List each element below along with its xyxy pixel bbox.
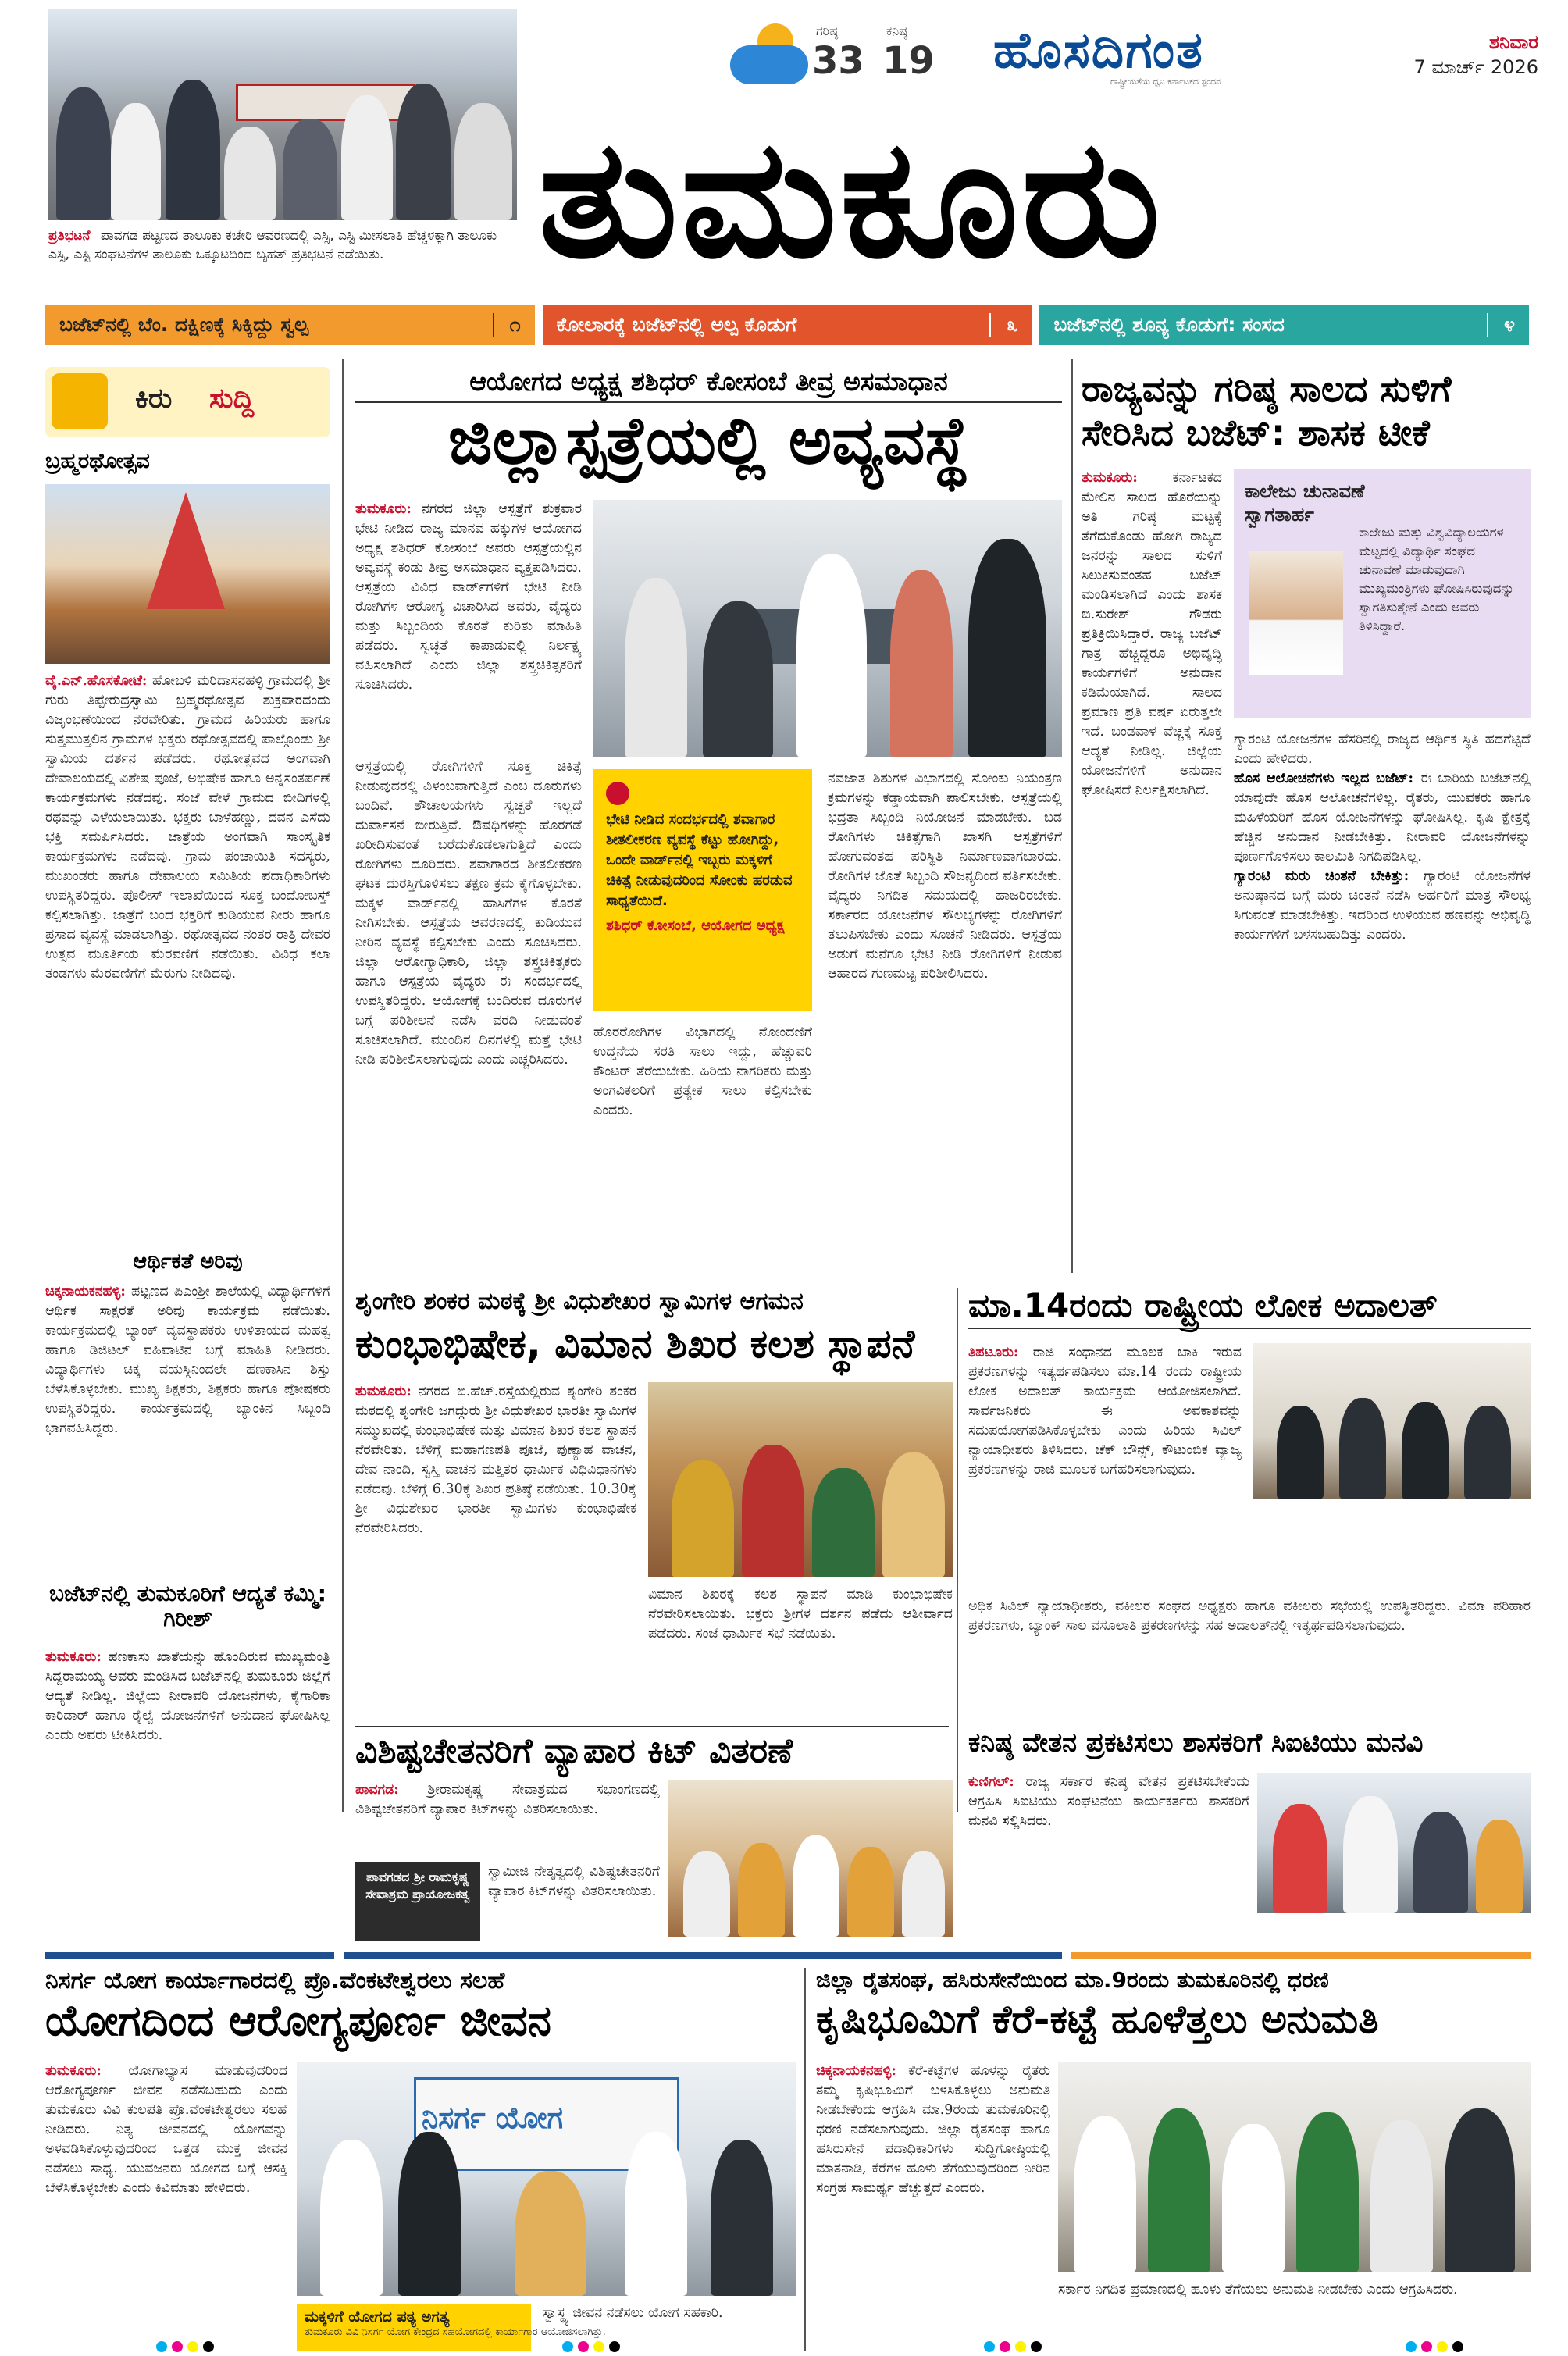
brief1-text: ಹೋಬಳಿ ಮರಿದಾಸನಹಳ್ಳಿ ಗ್ರಾಮದಲ್ಲಿ ಶ್ರೀ ಗುರು ತಿಪ್ಪೇರುದ್ರಸ್ವಾಮಿ ಬ್ರಹ್ಮರಥೋತ್ಸವ ಶುಕ್ರವಾರದಂದು ವಿಜೃಂಭಣೆಯಿಂದ ನೆರವೇರಿತು. [45,673,330,728]
sringeri-kicker: ಶೃಂಗೇರಿ ಶಂಕರ ಮಠಕ್ಕೆ ಶ್ರೀ ವಿಧುಶೇಖರ ಸ್ವಾಮಿಗಳ ಆಗಮನ [355,1288,804,1315]
brief2-text: ಪಟ್ಟಣದ ಪಿಎಂಶ್ರೀ ಶಾಲೆಯಲ್ಲಿ ವಿದ್ಯಾರ್ಥಿಗಳಿಗೆ ಆರ್ಥಿಕ ಸಾಕ್ಷರತೆ ಅರಿವು ಕಾರ್ಯಕ್ರಮ ನಡೆಯಿತು. [45,1284,330,1319]
weather-widget [722,23,957,94]
issue-date: 7 ಮಾರ್ಚ್ 2026 [1413,56,1538,78]
citu-body: ರಾಜ್ಯ ಸರ್ಕಾರ ಕನಿಷ್ಠ ವೇತನ ಪ್ರಕಟಿಸಬೇಕೆಂದು ಆಗ್ರಹಿಸಿ ಸಿಐಟಿಯು ಸಂಘಟನೆಯ ಕಾರ್ಯಕರ್ತರು ಶಾಸಕರಿಗೆ ಮನವಿ ಸಲ್ಲಿಸಿದರು. [968,1774,1249,1829]
college-election-box [1234,469,1531,718]
brief1-photo [45,484,330,664]
yoga-body-a: ತುಮಕೂರು: ಯೋಗಾಭ್ಯಾಸ ಮಾಡುವುದರಿಂದ ಆರೋಗ್ಯಪೂರ್ಣ ಜೀವನ ನಡೆಸಬಹುದು ಎಂದು ತುಮಕೂರು ವಿವಿ ಕುಲಪತಿ ಪ್ರೊ.ವೆಂಕಟೇಶ್ವರಲು ಸಲಹೆ ನೀಡಿದರು. ನಿತ್ಯ ಜೀವನದಲ್ಲಿ ಯೋಗವನ್ನು ಅಳವಡಿಸಿಕೊಳ್ಳುವುದರಿಂದ ಒತ್ತಡ ಮುಕ್ತ ಜೀವನ ನಡೆಸಲು ಸಾಧ್ಯ. ಯುವಜನರು ಯೋಗದ ಬಗ್ಗೆ ಆಸಕ್ತಿ ಬೆಳೆಸಿಕೊಳ್ಳಬೇಕು ಎಂದು ಕಿವಿಮಾತು ಹೇಳಿದರು. [45,2063,287,2196]
sringeri-headline: ಕುಂಭಾಭಿಷೇಕ, ವಿಮಾನ ಶಿಖರ ಕಲಶ ಸ್ಥಾಪನೆ [355,1321,915,1367]
max-temp: 33 [812,39,864,83]
brand-name: ಹೊಸದಿಗಂತ [993,22,1204,80]
section-divider-left [45,1952,334,1959]
citu-photo [1257,1773,1531,1913]
yoga-banner-text: ನಿಸರ್ಗ ಯೋಗ [422,2101,564,2135]
adalat-photo [1253,1343,1531,1499]
right-lead-sub2: ಗ್ಯಾರಂಟಿ ಮರು ಚಿಂತನೆ ಬೇಕಿತ್ತು: [1234,868,1409,884]
farm-dateline: ಚಿಕ್ಕನಾಯಕನಹಳ್ಳಿ: [816,2063,896,2079]
yoga-photo [297,2062,796,2296]
kirusuddi-header [45,367,330,437]
citu-body-a [968,1773,1249,1937]
brand-logo [993,22,1337,100]
sringeri-dateline: ತುಮಕೂರು: [355,1384,412,1399]
right-lead-body: ಕರ್ನಾಟಕದ ಮೇಲಿನ ಸಾಲದ ಹೊರೆಯನ್ನು ಅತಿ ಗರಿಷ್ಠ ಮಟ್ಟಕ್ಕೆ ತೆಗೆದುಕೊಂಡು ಹೋಗಿ ರಾಜ್ಯದ ಜನರನ್ನು ಸಾಲದ ಸುಳಿಗೆ ಸಿಲುಕಿಸುವಂತಹ ಬಜೆಟ್ ಮಂಡಿಸಲಾಗಿದೆ ಎಂದು ಶಾಸಕ ಬಿ.ಸುರೇಶ್ ಗೌಡರು ಪ್ರತಿಕ್ರಿಯಿಸಿದ್ದಾರೆ. [1082,470,1222,642]
brief3-head: ಬಜೆಟ್‌ನಲ್ಲಿ ತುಮಕೂರಿಗೆ ಆದ್ಯತೆ ಕಮ್ಮಿ: ಗಿರೀಶ್ [49,1581,326,1632]
brief1-head: ಬ್ರಹ್ಮರಥೋತ್ಸವ [45,449,150,473]
teaser-3-text: ಬಜೆಟ್‌ನಲ್ಲಿ ಶೂನ್ಯ ಕೊಡುಗೆ: ಸಂಸದ [1053,313,1285,336]
visha-dateline: ಪಾವಗಡ: [355,1782,399,1798]
yoga-box-body: ತುಮಕೂರು ವಿವಿ ನಿಸರ್ಗ ಯೋಗ ಕೇಂದ್ರದ ಸಹಯೋಗದಲ್ಲಿ ಕಾರ್ಯಾಗಾರ ಆಯೋಜಿಸಲಾಗಿತ್ತು. [305,2326,606,2338]
visha-body-b: ಸ್ವಾಮೀಜಿ ನೇತೃತ್ವದಲ್ಲಿ ವಿಶಿಷ್ಟಚೇತನರಿಗೆ ವ್ಯಾಪಾರ ಕಿಟ್‌ಗಳನ್ನು ವಿತರಿಸಲಾಯಿತು. [488,1864,660,1899]
yoga-headline: ಯೋಗದಿಂದ ಆರೋಗ್ಯಪೂರ್ಣ ಜೀವನ [45,1996,551,2045]
section-divider-right [1071,1952,1531,1959]
lead-body-col3: ನವಜಾತ ಶಿಶುಗಳ ವಿಭಾಗದಲ್ಲಿ ಸೋಂಕು ನಿಯಂತ್ರಣ ಕ್ರಮಗಳನ್ನು ಕಡ್ಡಾಯವಾಗಿ ಪಾಲಿಸಬೇಕು. ಆಸ್ಪತ್ರೆಯಲ್ಲಿ ಭದ್ರತಾ ಸಿಬ್ಬಂದಿ ನಿಯೋಜನೆ ಮಾಡಬೇಕು. ಬಡ ರೋಗಿಗಳು ಚಿಕಿತ್ಸೆಗಾಗಿ ಖಾಸಗಿ ಆಸ್ಪತ್ರೆಗಳಿಗೆ ಹೋಗುವಂತಹ ಪರಿಸ್ಥಿತಿ ನಿರ್ಮಾಣವಾಗಬಾರದು. ರೋಗಿಗಳ ಜೊತೆ ಸಿಬ್ಬಂದಿ ಸೌಜನ್ಯದಿಂದ ವರ್ತಿಸಬೇಕು. ವೈದ್ಯರು ನಿಗದಿತ ಸಮಯದಲ್ಲಿ ಹಾಜರಿರಬೇಕು. ಸರ್ಕಾರದ ಯೋಜನೆಗಳ ಸೌಲಭ್ಯಗಳನ್ನು ರೋಗಿಗಳಿಗೆ ತಲುಪಿಸಬೇಕು ಎಂದು ಸೂಚನೆ ನೀಡಿದರು. ಆಸ್ಪತ್ರೆಯ ಅಡುಗೆ ಮನೆಗೂ ಭೇಟಿ ನೀಡಿ ರೋಗಿಗಳಿಗೆ ನೀಡುವ ಆಹಾರದ ಗುಣಮಟ್ಟ ಪರಿಶೀಲಿಸಿದರು. [828,771,1062,982]
adalat-headline: ಮಾ.14ರಂದು ರಾಷ್ಟ್ರೀಯ ಲೋಕ ಅದಾಲತ್ [968,1288,1531,1329]
visha-box [355,1862,480,1941]
lead-photo [593,500,1062,757]
visha-headline: ವಿಶಿಷ್ಟಚೇತನರಿಗೆ ವ್ಯಾಪಾರ ಕಿಟ್ ವಿತರಣೆ [355,1726,949,1770]
registration-dots-2 [562,2341,620,2352]
yoga-kicker: ನಿಸರ್ಗ ಯೋಗ ಕಾರ್ಯಾಗಾರದಲ್ಲಿ ಪ್ರೊ.ವೆಂಕಟೇಶ್ವರಲು ಸಲಹೆ [45,1967,505,1994]
adalat-body: ರಾಜಿ ಸಂಧಾನದ ಮೂಲಕ ಬಾಕಿ ಇರುವ ಪ್ರಕರಣಗಳನ್ನು ಇತ್ಯರ್ಥಪಡಿಸಲು ಮಾ.14 ರಂದು ರಾಷ್ಟ್ರೀಯ ಲೋಕ ಅದಾಲತ್ ಕಾರ್ಯಕ್ರಮ ಆಯೋಜಿಸಲಾಗಿದೆ. [968,1345,1242,1399]
college-box-body: ಕಾಲೇಜು ಮತ್ತು ವಿಶ್ವವಿದ್ಯಾಲಯಗಳ ಮಟ್ಟದಲ್ಲಿ ವಿದ್ಯಾರ್ಥಿ ಸಂಘದ ಚುನಾವಣೆ ಮಾಡುವುದಾಗಿ ಮುಖ್ಯಮಂತ್ರಿಗಳು ಘೋಷಿಸಿರುವುದನ್ನು ಸ್ವಾಗತಿಸುತ್ತೇನೆ ಎಂದು ಅವರು ತಿಳಿಸಿದ್ದಾರೆ. [1359,525,1515,633]
sringeri-body-b: ವಿಮಾನ ಶಿಖರಕ್ಕೆ ಕಲಶ ಸ್ಥಾಪನೆ ಮಾಡಿ ಕುಂಭಾಭಿಷೇಕ ನೆರವೇರಿಸಲಾಯಿತು. ಭಕ್ತರು ಶ್ರೀಗಳ ದರ್ಶನ ಪಡೆದು ಆಶೀರ್ವಾದ ಪಡೆದರು. ಸಂಜೆ ಧಾರ್ಮಿಕ ಸಭೆ ನಡೆಯಿತು. [648,1587,953,1641]
visha-body-a [355,1780,660,1855]
caption-text: ಪಾವಗಡ ಪಟ್ಟಣದ ತಾಲೂಕು ಕಚೇರಿ ಆವರಣದಲ್ಲಿ ಎಸ್ಸಿ, ಎಸ್ಟಿ ಮೀಸಲಾತಿ ಹೆಚ್ಚಳಕ್ಕಾಗಿ ತಾಲೂಕು ಎಸ್ಸಿ, ಎಸ್ಟಿ ಸಂಘಟನೆಗಳ ತಾಲೂಕು ಒಕ್ಕೂಟದಿಂದ ಬೃಹತ್ ಪ್ರತಿಭಟನೆ ನಡೆಯಿತು. [48,228,497,262]
farm-body: ಕೆರೆ-ಕಟ್ಟೆಗಳ ಹೂಳನ್ನು ರೈತರು ತಮ್ಮ ಕೃಷಿಭೂಮಿಗೆ ಬಳಸಿಕೊಳ್ಳಲು ಅನುಮತಿ ನೀಡಬೇಕೆಂದು ಆಗ್ರಹಿಸಿ ಮಾ.9ರಂದು ತುಮಕೂರಿನಲ್ಲಿ ಧರಣಿ ನಡೆಸಲಾಗುವುದು. [816,2063,1050,2137]
min-temp-label: ಕನಿಷ್ಠ [886,23,907,38]
brief3-text: ಹಣಕಾಸು ಖಾತೆಯನ್ನು ಹೊಂದಿರುವ ಮುಖ್ಯಮಂತ್ರಿ ಸಿದ್ದರಾಮಯ್ಯ ಅವರು ಮಂಡಿಸಿದ ಬಜೆಟ್‌ನಲ್ಲಿ ತುಮಕೂರು ಜಿಲ್ಲೆಗೆ ಆದ್ಯತೆ ನೀಡಿಲ್ಲ. [45,1649,330,1704]
college-box-head: ಕಾಲೇಜು ಚುನಾವಣೆ ಸ್ವಾಗತಾರ್ಹ [1245,480,1365,526]
yoga-box [297,2304,606,2351]
cloud-icon [730,45,808,84]
brief3-body: ತುಮಕೂರು: ಹಣಕಾಸು ಖಾತೆಯನ್ನು ಹೊಂದಿರುವ ಮುಖ್ಯಮಂತ್ರಿ ಸಿದ್ದರಾಮಯ್ಯ ಅವರು ಮಂಡಿಸಿದ ಬಜೆಟ್‌ನಲ್ಲಿ ತುಮಕೂರು ಜಿಲ್ಲೆಗೆ ಆದ್ಯತೆ ನೀಡಿಲ್ಲ. ಜಿಲ್ಲೆಯ ನೀರಾವರಿ ಯೋಜನೆಗಳು, ಕೈಗಾರಿಕಾ ಕಾರಿಡಾರ್ ಹಾಗೂ ರೈಲ್ವೆ ಯೋಜನೆಗಳಿಗೆ ಅನುದಾನ ಘೋಷಿಸಿಲ್ಲ ಎಂದು ಅವರು ಟೀಕಿಸಿದರು. [45,1649,330,1743]
adalat-body-b: ಅಧಿಕ ಸಿವಿಲ್ ನ್ಯಾಯಾಧೀಶರು, ವಕೀಲರ ಸಂಘದ ಅಧ್ಯಕ್ಷರು ಹಾಗೂ ವಕೀಲರು ಸಭೆಯಲ್ಲಿ ಉಪಸ್ಥಿತರಿದ್ದರು. ವಿಮಾ ಪರಿಹಾರ ಪ್ರಕರಣಗಳು, ಬ್ಯಾಂಕ್ ಸಾಲ ವಸೂಲಾತಿ ಪ್ರಕರಣಗಳನ್ನು ಸಹ ಅದಾಲತ್‌ನಲ್ಲಿ ಇತ್ಯರ್ಥಪಡಿಸಲಾಗುವುದು. [968,1599,1531,1634]
right-lead-headline: ರಾಜ್ಯವನ್ನು ಗರಿಷ್ಠ ಸಾಲದ ಸುಳಿಗೆ ಸೇರಿಸಿದ ಬಜೆಟ್: ಶಾಸಕ ಟೀಕೆ [1082,368,1452,454]
lead-kicker: ಆಯೋಗದ ಅಧ್ಯಕ್ಷ ಶಶಿಧರ್ ಕೋಸಂಬೆ ತೀವ್ರ ಅಸಮಾಧಾನ [355,367,1062,403]
mla-portrait [1249,551,1343,675]
farm-kicker: ಜಿಲ್ಲಾ ರೈತಸಂಘ, ಹಸಿರುಸೇನೆಯಿಂದ ಮಾ.9ರಂದು ತುಮಕೂರಿನಲ್ಲಿ ಧರಣಿ [816,1967,1329,1993]
brief3-dateline: ತುಮಕೂರು: [45,1649,102,1665]
farm-body-b: ಸರ್ಕಾರ ನಿಗದಿತ ಪ್ರಮಾಣದಲ್ಲಿ ಹೂಳು ತೆಗೆಯಲು ಅನುಮತಿ ನೀಡಬೇಕು ಎಂದು ಆಗ್ರಹಿಸಿದರು. [1058,2282,1458,2297]
adalat-body-a: ತಿಪಟೂರು: ರಾಜಿ ಸಂಧಾನದ ಮೂಲಕ ಬಾಕಿ ಇರುವ ಪ್ರಕರಣಗಳನ್ನು ಇತ್ಯರ್ಥಪಡಿಸಲು ಮಾ.14 ರಂದು ರಾಷ್ಟ್ರೀಯ ಲೋಕ ಅದಾಲತ್ ಕಾರ್ಯಕ್ರಮ ಆಯೋಜಿಸಲಾಗಿದೆ. ಸಾರ್ವಜನಿಕರು ಈ ಅವಕಾಶವನ್ನು ಸದುಪಯೋಗಪಡಿಸಿಕೊಳ್ಳಬೇಕು ಎಂದು ಹಿರಿಯ ಸಿವಿಲ್ ನ್ಯಾಯಾಧೀಶರು ತಿಳಿಸಿದರು. ಚೆಕ್ ಬೌನ್ಸ್, ಕೌಟುಂಬಿಕ ವ್ಯಾಜ್ಯ ಪ್ರಕರಣಗಳನ್ನು ರಾಜಿ ಮೂಲಕ ಬಗೆಹರಿಸಲಾಗುವುದು. [968,1345,1242,1477]
sringeri-photo [648,1382,953,1577]
teaser-2-text: ಕೋಲಾರಕ್ಕೆ ಬಜೆಟ್‌ನಲ್ಲಿ ಅಲ್ಪ ಕೊಡುಗೆ [556,313,797,336]
brief2-body: ಚಿಕ್ಕನಾಯಕನಹಳ್ಳಿ: ಪಟ್ಟಣದ ಪಿಎಂಶ್ರೀ ಶಾಲೆಯಲ್ಲಿ ವಿದ್ಯಾರ್ಥಿಗಳಿಗೆ ಆರ್ಥಿಕ ಸಾಕ್ಷರತೆ ಅರಿವು ಕಾರ್ಯಕ್ರಮ ನಡೆಯಿತು. ಕಾರ್ಯಕ್ರಮದಲ್ಲಿ ಬ್ಯಾಂಕ್ ವ್ಯವಸ್ಥಾಪಕರು ಉಳಿತಾಯದ ಮಹತ್ವ ಹಾಗೂ ಡಿಜಿಟಲ್ ವಹಿವಾಟಿನ ಬಗ್ಗೆ ಮಾಹಿತಿ ನೀಡಿದರು. ವಿದ್ಯಾರ್ಥಿಗಳು ಚಿಕ್ಕ ವಯಸ್ಸಿನಿಂದಲೇ ಹಣಕಾಸಿನ ಶಿಸ್ತು ಬೆಳೆಸಿಕೊಳ್ಳಬೇಕು. ಮುಖ್ಯ ಶಿಕ್ಷಕರು, ಶಿಕ್ಷಕರು ಹಾಗೂ ಪೋಷಕರು ಉಪಸ್ಥಿತರಿದ್ದರು. ಕಾರ್ಯಕ್ರಮದಲ್ಲಿ ಬ್ಯಾಂಕಿನ ಸಿಬ್ಬಂದಿ ಭಾಗವಹಿಸಿದ್ದರು. [45,1284,330,1436]
min-temp: 19 [882,39,935,83]
yoga-dateline: ತುಮಕೂರು: [45,2063,102,2079]
lead-quote: ಭೇಟಿ ನೀಡಿದ ಸಂದರ್ಭದಲ್ಲಿ ಶವಾಗಾರ ಶೀತಲೀಕರಣ ವ್ಯವಸ್ಥೆ ಕೆಟ್ಟು ಹೋಗಿದ್ದು, ಒಂದೇ ವಾರ್ಡ್‌ನಲ್ಲಿ ಇಬ್ಬರು ಮಕ್ಕಳಿಗೆ ಚಿಕಿತ್ಸೆ ನೀಡುವುದರಿಂದ ಸೋಂಕು ಹರಡುವ ಸಾಧ್ಯತೆಯಿದೆ. [606,811,793,909]
sringeri-body-a: ತುಮಕೂರು: ನಗರದ ಬಿ.ಹೆಚ್.ರಸ್ತೆಯಲ್ಲಿರುವ ಶೃಂಗೇರಿ ಶಂಕರ ಮಠದಲ್ಲಿ ಶೃಂಗೇರಿ ಜಗದ್ಗುರು ಶ್ರೀ ವಿಧುಶೇಖರ ಭಾರತೀ ಸ್ವಾಮಿಗಳ ಸಮ್ಮುಖದಲ್ಲಿ ಕುಂಭಾಭಿಷೇಕ ಮತ್ತು ವಿಮಾನ ಶಿಖರ ಕಲಶ ಸ್ಥಾಪನೆ ನೆರವೇರಿತು. ಬೆಳಿಗ್ಗೆ ಮಹಾಗಣಪತಿ ಪೂಜೆ, ಪುಣ್ಯಾಹ ವಾಚನ, ದೇವ ನಾಂದಿ, ಸ್ವಸ್ತಿ ವಾಚನ ಮತ್ತಿತರ ಧಾರ್ಮಿಕ ವಿಧಿವಿಧಾನಗಳು ನಡೆದವು. ಬೆಳಿಗ್ಗೆ 6.30ಕ್ಕೆ ಶಿಖರ ಪ್ರತಿಷ್ಠೆ ನಡೆಯಿತು. 10.30ಕ್ಕೆ ಶ್ರೀ ವಿಧುಶೇಖರ ಭಾರತೀ ಸ್ವಾಮಿಗಳು ಕುಂಭಾಭಿಷೇಕ ನೆರವೇರಿಸಿದರು. [355,1384,636,1536]
visha-body: ಶ್ರೀರಾಮಕೃಷ್ಣ ಸೇವಾಶ್ರಮದ ಸಭಾಂಗಣದಲ್ಲಿ ವಿಶಿಷ್ಟಚೇತನರಿಗೆ ವ್ಯಾಪಾರ ಕಿಟ್‌ಗಳನ್ನು ವಿತರಿಸಲಾಯಿತು. [355,1782,660,1817]
right-lead-body-a: ತುಮಕೂರು: ಕರ್ನಾಟಕದ ಮೇಲಿನ ಸಾಲದ ಹೊರೆಯನ್ನು ಅತಿ ಗರಿಷ್ಠ ಮಟ್ಟಕ್ಕೆ ತೆಗೆದುಕೊಂಡು ಹೋಗಿ ರಾಜ್ಯದ ಜನರನ್ನು ಸಾಲದ ಸುಳಿಗೆ ಸಿಲುಕಿಸುವಂತಹ ಬಜೆಟ್ ಮಂಡಿಸಲಾಗಿದೆ ಎಂದು ಶಾಸಕ ಬಿ.ಸುರೇಶ್ ಗೌಡರು ಪ್ರತಿಕ್ರಿಯಿಸಿದ್ದಾರೆ. ರಾಜ್ಯ ಬಜೆಟ್ ಗಾತ್ರ ಹೆಚ್ಚಿದ್ದರೂ ಅಭಿವೃದ್ಧಿ ಕಾರ್ಯಗಳಿಗೆ ಅನುದಾನ ಕಡಿಮೆಯಾಗಿದೆ. ಸಾಲದ ಪ್ರಮಾಣ ಪ್ರತಿ ವರ್ಷ ಏರುತ್ತಲೇ ಇದೆ. ಬಂಡವಾಳ ವೆಚ್ಚಕ್ಕೆ ಸೂಕ್ತ ಆದ್ಯತೆ ನೀಡಿಲ್ಲ. ಜಿಲ್ಲೆಯ ಯೋಜನೆಗಳಿಗೆ ಅನುದಾನ ಘೋಷಿಸದೆ ನಿರ್ಲಕ್ಷಿಸಲಾಗಿದೆ. [1082,470,1222,798]
issue-day: ಶನಿವಾರ [1488,31,1538,53]
registration-dots-1 [156,2341,214,2352]
lead-headline: ಜಿಲ್ಲಾಸ್ಪತ್ರೆಯಲ್ಲಿ ಅವ್ಯವಸ್ಥೆ [448,402,969,479]
quote-mark-icon [606,782,629,805]
lead-body: ನಗರದ ಜಿಲ್ಲಾ ಆಸ್ಪತ್ರೆಗೆ ಶುಕ್ರವಾರ ಭೇಟಿ ನೀಡಿದ ರಾಜ್ಯ ಮಾನವ ಹಕ್ಕುಗಳ ಆಯೋಗದ ಅಧ್ಯಕ್ಷ ಶಶಿಧರ್ ಕೋಸಂಬೆ ಅವರು ಆಸ್ಪತ್ರೆಯಲ್ಲಿನ ಅವ್ಯವಸ್ಥೆ ಕಂಡು ತೀವ್ರ ಅಸಮಾಧಾನ ವ್ಯಕ್ತಪಡಿಸಿದರು. [355,501,582,576]
farm-headline: ಕೃಷಿಭೂಮಿಗೆ ಕೆರೆ-ಕಟ್ಟೆ ಹೂಳೆತ್ತಲು ಅನುಮತಿ [816,1997,1379,2042]
lead-body-left: ತುಮಕೂರು: ನಗರದ ಜಿಲ್ಲಾ ಆಸ್ಪತ್ರೆಗೆ ಶುಕ್ರವಾರ ಭೇಟಿ ನೀಡಿದ ರಾಜ್ಯ ಮಾನವ ಹಕ್ಕುಗಳ ಆಯೋಗದ ಅಧ್ಯಕ್ಷ ಶಶಿಧರ್ ಕೋಸಂಬೆ ಅವರು ಆಸ್ಪತ್ರೆಯಲ್ಲಿನ ಅವ್ಯವಸ್ಥೆ ಕಂಡು ತೀವ್ರ ಅಸಮಾಧಾನ ವ್ಯಕ್ತಪಡಿಸಿದರು. ಆಸ್ಪತ್ರೆಯ ವಿವಿಧ ವಾರ್ಡ್‌ಗಳಿಗೆ ಭೇಟಿ ನೀಡಿ ರೋಗಿಗಳ ಆರೋಗ್ಯ ವಿಚಾರಿಸಿದ ಅವರು, ವೈದ್ಯರು ಮತ್ತು ಸಿಬ್ಬಂದಿಯ ಕೊರತೆ ಕುರಿತು ಮಾಹಿತಿ ಪಡೆದರು. ಸ್ವಚ್ಛತೆ ಕಾಪಾಡುವಲ್ಲಿ ನಿರ್ಲಕ್ಷ್ಯ ವಹಿಸಲಾಗಿದೆ ಎಂದು ಜಿಲ್ಲಾ ಶಸ್ತ್ರಚಿಕಿತ್ಸಕರಿಗೆ ಸೂಚಿಸಿದರು. [355,501,582,693]
caption-label: ಪ್ರತಿಭಟನೆ [48,228,91,244]
yoga-body: ಯೋಗಾಭ್ಯಾಸ ಮಾಡುವುದರಿಂದ ಆರೋಗ್ಯಪೂರ್ಣ ಜೀವನ ನಡೆಸಬಹುದು ಎಂದು ತುಮಕೂರು ವಿವಿ ಕುಲಪತಿ ಪ್ರೊ.ವೆಂಕಟೇಶ್ವರಲು ಸಲಹೆ ನೀಡಿದರು. [45,2063,287,2137]
citu-dateline: ಕುಣಿಗಲ್: [968,1774,1014,1790]
right-lead-sub1: ಹೊಸ ಆಲೋಚನೆಗಳು ಇಲ್ಲದ ಬಜೆಟ್: [1234,771,1413,786]
lead-body-col1b: ಆಸ್ಪತ್ರೆಯಲ್ಲಿ ರೋಗಿಗಳಿಗೆ ಸೂಕ್ತ ಚಿಕಿತ್ಸೆ ನೀಡುವುದರಲ್ಲಿ ವಿಳಂಬವಾಗುತ್ತಿದೆ ಎಂಬ ದೂರುಗಳು ಬಂದಿವೆ. ಶೌಚಾಲಯಗಳು ಸ್ವಚ್ಛತೆ ಇಲ್ಲದೆ ದುರ್ವಾಸನೆ ಬೀರುತ್ತಿವೆ. ಔಷಧಿಗಳನ್ನು ಹೊರಗಡೆ ಖರೀದಿಸುವಂತೆ ಬರೆದುಕೊಡಲಾಗುತ್ತಿದೆ ಎಂದು ರೋಗಿಗಳು ದೂರಿದರು. ಶವಾಗಾರದ ಶೀತಲೀಕರಣ ಘಟಕ ದುರಸ್ತಿಗೊಳಿಸಲು ತಕ್ಷಣ ಕ್ರಮ ಕೈಗೊಳ್ಳಬೇಕು. ಮಕ್ಕಳ ವಾರ್ಡ್‌ನಲ್ಲಿ ಹಾಸಿಗೆಗಳ ಕೊರತೆ ನೀಗಿಸಬೇಕು. ಆಸ್ಪತ್ರೆಯ ಆವರಣದಲ್ಲಿ ಕುಡಿಯುವ ನೀರಿನ ವ್ಯವಸ್ಥೆ ಕಲ್ಪಿಸಬೇಕು ಎಂದು ಸೂಚಿಸಿದರು. ಜಿಲ್ಲಾ ಆರೋಗ್ಯಾಧಿಕಾರಿ, ಜಿಲ್ಲಾ ಶಸ್ತ್ರಚಿಕಿತ್ಸಕರು ಹಾಗೂ ಆಸ್ಪತ್ರೆಯ ವೈದ್ಯರು ಈ ಸಂದರ್ಭದಲ್ಲಿ ಉಪಸ್ಥಿತರಿದ್ದರು. ಆಯೋಗಕ್ಕೆ ಬಂದಿರುವ ದೂರುಗಳ ಬಗ್ಗೆ ಪರಿಶೀಲನೆ ನಡೆಸಿ ವರದಿ ನೀಡುವಂತೆ ಸೂಚಿಸಲಾಗಿದೆ. ಮುಂದಿನ ದಿನಗಳಲ್ಲಿ ಮತ್ತೆ ಭೇಟಿ ನೀಡಿ ಪರಿಶೀಲಿಸಲಾಗುವುದು ಎಂದು ಎಚ್ಚರಿಸಿದರು. [355,759,582,1068]
teaser-1-page: ೧ [493,313,521,337]
masthead-photo-caption [48,226,517,289]
lead-quote-author: ಶಶಿಧರ್ ಕೋಸಂಬೆ, ಆಯೋಗದ ಅಧ್ಯಕ್ಷ [606,918,785,934]
registration-dots-4 [1406,2341,1463,2352]
brief1-body: ವೈ.ಎನ್.ಹೊಸಕೋಟೆ: ಹೋಬಳಿ ಮರಿದಾಸನಹಳ್ಳಿ ಗ್ರಾಮದಲ್ಲಿ ಶ್ರೀ ಗುರು ತಿಪ್ಪೇರುದ್ರಸ್ವಾಮಿ ಬ್ರಹ್ಮರಥೋತ್ಸವ ಶುಕ್ರವಾರದಂದು ವಿಜೃಂಭಣೆಯಿಂದ ನೆರವೇರಿತು. ಗ್ರಾಮದ ಹಿರಿಯರು ಹಾಗೂ ಸುತ್ತಮುತ್ತಲಿನ ಗ್ರಾಮಗಳ ಭಕ್ತರು ರಥೋತ್ಸವದಲ್ಲಿ ಪಾಲ್ಗೊಂಡು ಶ್ರೀ ಸ್ವಾಮಿಯ ದರ್ಶನ ಪಡೆದರು. ರಥೋತ್ಸವದ ಅಂಗವಾಗಿ ದೇವಾಲಯದಲ್ಲಿ ವಿಶೇಷ ಪೂಜೆ, ಅಭಿಷೇಕ ಹಾಗೂ ಅನ್ನಸಂತರ್ಪಣೆ ಕಾರ್ಯಕ್ರಮಗಳು ನಡೆದವು. ಸಂಜೆ ವೇಳೆ ಗ್ರಾಮದ ಬೀದಿಗಳಲ್ಲಿ ರಥವನ್ನು ಎಳೆಯಲಾಯಿತು. ಭಕ್ತರು ಬಾಳೆಹಣ್ಣು, ದವನ ಎಸೆದು ಭಕ್ತಿ ಸಮರ್ಪಿಸಿದರು. ಜಾತ್ರೆಯ ಅಂಗವಾಗಿ ಸಾಂಸ್ಕೃತಿಕ ಕಾರ್ಯಕ್ರಮಗಳು ನಡೆದವು. ಗ್ರಾಮ ಪಂಚಾಯಿತಿ ಸದಸ್ಯರು, ಮುಖಂಡರು ಹಾಗೂ ದೇವಾಲಯ ಸಮಿತಿಯ ಪದಾಧಿಕಾರಿಗಳು ಉಪಸ್ಥಿತರಿದ್ದರು. ಪೊಲೀಸ್ ಇಲಾಖೆಯಿಂದ ಸೂಕ್ತ ಬಂದೋಬಸ್ತ್ ಕಲ್ಪಿಸಲಾಗಿತ್ತು. ಜಾತ್ರೆಗೆ ಬಂದ ಭಕ್ತರಿಗೆ ಕುಡಿಯುವ ನೀರು ಹಾಗೂ ಪ್ರಸಾದ ವ್ಯವಸ್ಥೆ ಮಾಡಲಾಗಿತ್ತು. ರಥೋತ್ಸವದ ನಂತರ ರಾತ್ರಿ ದೇವರ ಉತ್ಸವ ಮೂರ್ತಿಯ ಮೆರವಣಿಗೆ ನಡೆಯಿತು. ವಿವಿಧ ಕಲಾ ತಂಡಗಳು ಮೆರವಣಿಗೆಗೆ ಮೆರುಗು ನೀಡಿದವು. [45,673,330,982]
teaser-3[interactable] [1039,305,1529,345]
lead-quote-box [593,769,812,1011]
kirusuddi-prefix: ಕಿರು [135,383,173,415]
brief2-head: ಆರ್ಥಿಕತೆ ಅರಿವು [133,1249,243,1274]
sringeri-body: ನಗರದ ಬಿ.ಹೆಚ್.ರಸ್ತೆಯಲ್ಲಿರುವ ಶೃಂಗೇರಿ ಶಂಕರ ಮಠದಲ್ಲಿ ಶೃಂಗೇರಿ ಜಗದ್ಗುರು ಶ್ರೀ ವಿಧುಶೇಖರ ಭಾರತೀ ಸ್ವಾಮಿಗಳ ಸಮ್ಮುಖದಲ್ಲಿ ಕುಂಭಾಭಿಷೇಕ ಮತ್ತು ವಿಮಾನ ಶಿಖರ ಕಲಶ ಸ್ಥಾಪನೆ ನೆರವೇರಿತು. [355,1384,636,1458]
teaser-bar [45,305,1529,345]
lead-body-col2b: ಹೊರರೋಗಿಗಳ ವಿಭಾಗದಲ್ಲಿ ನೋಂದಣಿಗೆ ಉದ್ದನೆಯ ಸರತಿ ಸಾಲು ಇದ್ದು, ಹೆಚ್ಚುವರಿ ಕೌಂಟರ್ ತೆರೆಯಬೇಕು. ಹಿರಿಯ ನಾಗರಿಕರು ಮತ್ತು ಅಂಗವಿಕಲರಿಗೆ ಪ್ರತ್ಯೇಕ ಸಾಲು ಕಲ್ಪಿಸಬೇಕು ಎಂದರು. [593,1025,812,1118]
visha-box-text: ಪಾವಗಡದ ಶ್ರೀ ರಾಮಕೃಷ್ಣ ಸೇವಾಶ್ರಮ ಪ್ರಾಯೋಜಕತ್ವ [365,1869,470,1902]
lead-dateline: ತುಮಕೂರು: [355,501,412,517]
teaser-1[interactable] [45,305,535,345]
city-title: ತುಮಕೂರು [539,103,1164,294]
brief1-dateline: ವೈ.ಎನ್.ಹೊಸಕೋಟೆ: [45,673,148,689]
teaser-3-page: ೪ [1487,313,1515,337]
teaser-1-text: ಬಜೆಟ್‌ನಲ್ಲಿ ಬೆಂ. ದಕ್ಷಿಣಕ್ಕೆ ಸಿಕ್ಕಿದ್ದು ಸ್ವಲ್ಪ [59,313,309,336]
brief2-dateline: ಚಿಕ್ಕನಾಯಕನಹಳ್ಳಿ: [45,1284,126,1299]
right-lead-body-b: ಗ್ಯಾರಂಟಿ ಯೋಜನೆಗಳ ಹೆಸರಿನಲ್ಲಿ ರಾಜ್ಯದ ಆರ್ಥಿಕ ಸ್ಥಿತಿ ಹದಗೆಟ್ಟಿದೆ ಎಂದು ಹೇಳಿದರು. ಹೊಸ ಆಲೋಚನೆಗಳು ಇಲ್ಲದ ಬಜೆಟ್: ಈ ಬಾರಿಯ ಬಜೆಟ್‌ನಲ್ಲಿ ಯಾವುದೇ ಹೊಸ ಆಲೋಚನೆಗಳಿಲ್ಲ. ರೈತರು, ಯುವಕರು ಹಾಗೂ ಮಹಿಳೆಯರಿಗೆ ಹೊಸ ಯೋಜನೆಗಳನ್ನು ಘೋಷಿಸಿಲ್ಲ. ಕೃಷಿ ಕ್ಷೇತ್ರಕ್ಕೆ ಹೆಚ್ಚಿನ ಅನುದಾನ ನೀಡಬೇಕಿತ್ತು. ನೀರಾವರಿ ಯೋಜನೆಗಳನ್ನು ಪೂರ್ಣಗೊಳಿಸಲು ಕಾಲಮಿತಿ ನಿಗದಿಪಡಿಸಿಲ್ಲ. ಗ್ಯಾರಂಟಿ ಮರು ಚಿಂತನೆ ಬೇಕಿತ್ತು: ಗ್ಯಾರಂಟಿ ಯೋಜನೆಗಳ ಅನುಷ್ಠಾನದ ಬಗ್ಗೆ ಮರು ಚಿಂತನೆ ನಡೆಸಿ ಅರ್ಹರಿಗೆ ಮಾತ್ರ ಸೌಲಭ್ಯ ಸಿಗುವಂತೆ ಮಾಡಬೇಕಿತ್ತು. ಇದರಿಂದ ಉಳಿಯುವ ಹಣವನ್ನು ಅಭಿವೃದ್ಧಿ ಕಾರ್ಯಗಳಿಗೆ ಬಳಸಬಹುದಿತ್ತು ಎಂದರು. [1234,732,1531,943]
teaser-2-page: ೩ [989,313,1017,337]
adalat-dateline: ತಿಪಟೂರು: [968,1345,1019,1360]
section-divider-mid [344,1952,1062,1959]
visha-photo [668,1780,953,1937]
right-lead-dateline: ತುಮಕೂರು: [1082,470,1138,486]
yoga-box-head: ಮಕ್ಕಳಿಗೆ ಯೋಗದ ಪಠ್ಯ ಅಗತ್ಯ [305,2308,450,2326]
farm-photo [1058,2062,1531,2272]
max-temp-label: ಗರಿಷ್ಠ [816,23,838,38]
yoga-body-b: ಸ್ವಾಸ್ಥ್ಯ ಜೀವನ ನಡೆಸಲು ಯೋಗ ಸಹಕಾರಿ. [543,2305,723,2321]
farm-body-a: ಚಿಕ್ಕನಾಯಕನಹಳ್ಳಿ: ಕೆರೆ-ಕಟ್ಟೆಗಳ ಹೂಳನ್ನು ರೈತರು ತಮ್ಮ ಕೃಷಿಭೂಮಿಗೆ ಬಳಸಿಕೊಳ್ಳಲು ಅನುಮತಿ ನೀಡಬೇಕೆಂದು ಆಗ್ರಹಿಸಿ ಮಾ.9ರಂದು ತುಮಕೂರಿನಲ್ಲಿ ಧರಣಿ ನಡೆಸಲಾಗುವುದು. ಜಿಲ್ಲಾ ರೈತಸಂಘ ಹಾಗೂ ಹಸಿರುಸೇನೆ ಪದಾಧಿಕಾರಿಗಳು ಸುದ್ದಿಗೋಷ್ಠಿಯಲ್ಲಿ ಮಾತನಾಡಿ, ಕೆರೆಗಳ ಹೂಳು ತೆಗೆಯುವುದರಿಂದ ನೀರಿನ ಸಂಗ್ರಹ ಸಾಮರ್ಥ್ಯ ಹೆಚ್ಚುತ್ತದೆ ಎಂದರು. [816,2063,1050,2196]
teaser-2[interactable] [543,305,1032,345]
pointing-hand-icon [52,373,108,429]
brand-tagline: ರಾಷ್ಟ್ರೀಯತೆಯ ಧ್ವನಿ ಕರ್ನಾಟಕದ ಸ್ಪಂದನ [1110,77,1221,87]
kirusuddi-suffix: ಸುದ್ದಿ [209,383,255,415]
registration-dots-3 [984,2341,1042,2352]
masthead-protest-photo [48,9,517,220]
citu-headline: ಕನಿಷ್ಠ ವೇತನ ಪ್ರಕಟಿಸಲು ಶಾಸಕರಿಗೆ ಸಿಐಟಿಯು ಮನವಿ [968,1727,1424,1759]
